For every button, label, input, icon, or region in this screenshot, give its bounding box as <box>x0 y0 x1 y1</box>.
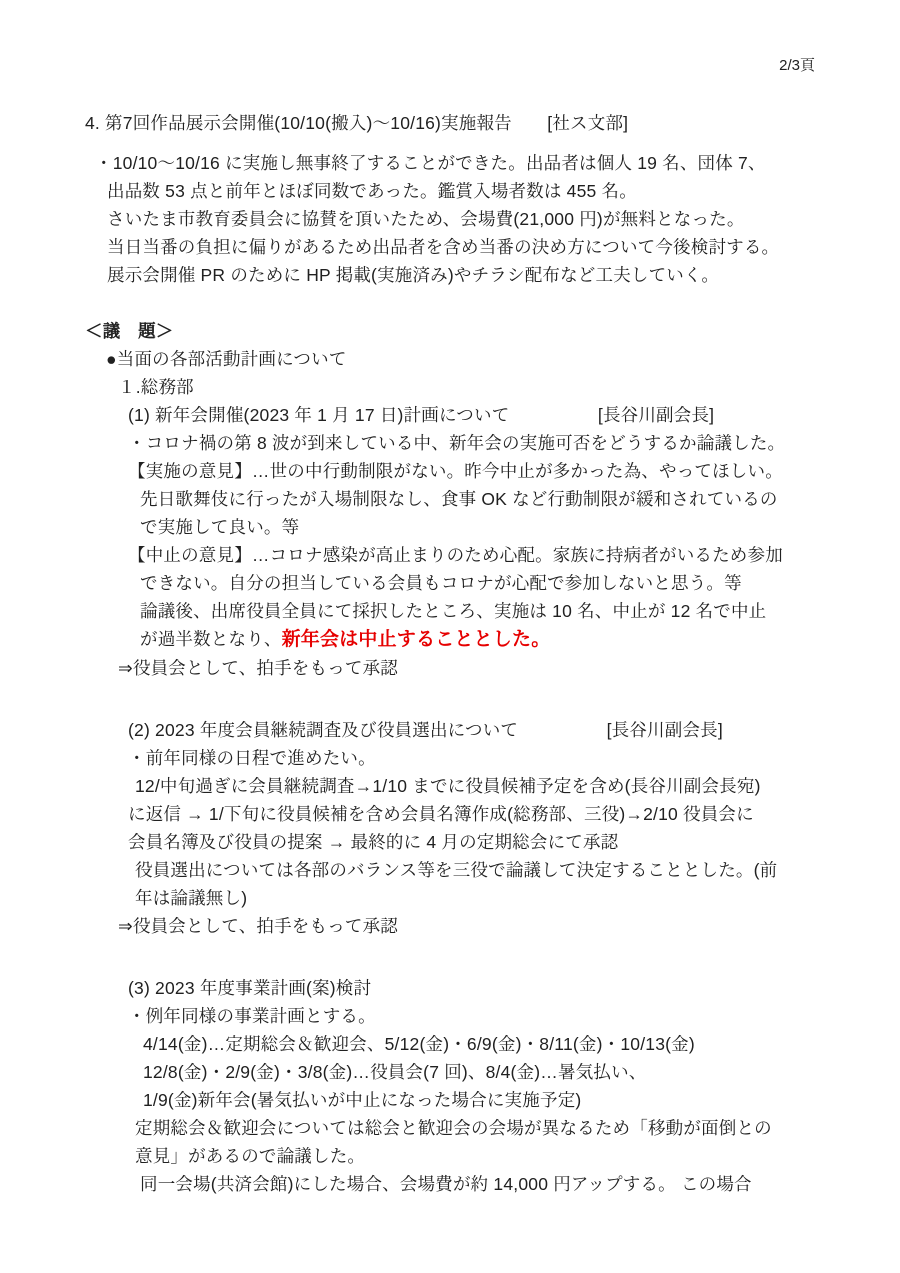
text-segment: 役員選出については各部のバランス等を三役で論議して決定することとした。(前 <box>135 860 778 880</box>
text-segment: に返信 → 1/下旬に役員候補を含め会員名簿作成(総務部、三役)→2/10 役員会に <box>128 804 754 824</box>
item-heading <box>85 716 815 744</box>
text-segment: さいたま市教育委員会に協賛を頂いたため、会場費(21,000 円)が無料となった。 <box>107 209 745 229</box>
approval-line <box>85 654 815 682</box>
text-segment: (3) 2023 年度事業計画(案)検討 <box>128 978 372 998</box>
text-segment: 展示会開催 PR のために HP 掲載(実施済み)やチラシ配布など工夫していく。 <box>107 265 720 285</box>
document-body <box>85 109 815 1198</box>
text-segment: 4/14(金)…定期総会＆歓迎会、5/12(金)・6/9(金)・8/11(金)・10/13(金) <box>143 1034 695 1054</box>
text-segment: ⇒役員会として、拍手をもって承認 <box>118 916 399 936</box>
decision-text: 新年会は中止することとした。 <box>281 629 551 650</box>
text-segment: 同一会場(共済会館)にした場合、会場費が約 14,000 円アップする。 この場合 <box>140 1174 752 1194</box>
text-segment: 出品数 53 点と前年とほぼ同数であった。鑑賞入場者数は 455 名。 <box>107 181 637 201</box>
text-segment: が過半数となり、 <box>140 629 282 649</box>
text-segment: 論議後、出席役員全員にて採択したところ、実施は 10 名、中止が 12 名で中止 <box>140 601 767 621</box>
text-segment: 1/9(金)新年会(暑気払いが中止になった場合に実施予定) <box>143 1090 582 1110</box>
text-line <box>85 1170 815 1198</box>
text-line <box>85 149 815 177</box>
text-segment: (2) 2023 年度会員継続調査及び役員選出について [長谷川副会長] <box>128 720 723 740</box>
text-line <box>85 569 815 597</box>
text-segment: 12/8(金)・2/9(金)・3/8(金)…役員会(7 回)、8/4(金)…暑気払い、 <box>143 1062 647 1082</box>
text-segment: で実施して良い。等 <box>140 517 300 537</box>
text-segment: できない。自分の担当している会員もコロナが心配で参加しないと思う。等 <box>140 573 742 593</box>
text-segment: 定期総会＆歓迎会については総会と歓迎会の会場が異なるため「移動が面倒との <box>135 1118 772 1138</box>
text-segment: １.総務部 <box>118 377 194 397</box>
text-segment: ●当面の各部活動計画について <box>106 349 347 369</box>
page-number: 2/3頁 <box>779 57 815 74</box>
text-line <box>85 513 815 541</box>
text-segment: 当日当番の負担に偏りがあるため出品者を含め当番の決め方について今後検討する。 <box>107 237 780 257</box>
text-line <box>85 1086 815 1114</box>
text-line <box>85 205 815 233</box>
text-segment: ⇒役員会として、拍手をもって承認 <box>118 658 399 678</box>
text-segment: ・10/10～10/16 に実施し無事終了することができた。出品者は個人 19 名、団体 7、 <box>95 153 766 173</box>
text-line <box>85 800 815 828</box>
text-segment: 4. 第7回作品展示会開催(10/10(搬入)～10/16)実施報告 [社ス文部] <box>85 113 629 133</box>
text-segment: ・前年同様の日程で進めたい。 <box>128 748 376 768</box>
text-line <box>85 429 815 457</box>
text-segment: 年は論議無し) <box>135 888 248 908</box>
agenda-topic-line <box>85 345 815 373</box>
text-line <box>85 1030 815 1058</box>
text-segment: 【実施の意見】…世の中行動制限がない。昨今中止が多かった為、やってほしい。 <box>128 461 783 481</box>
text-line <box>85 1142 815 1170</box>
text-line <box>85 1002 815 1030</box>
text-segment: (1) 新年会開催(2023 年 1 月 17 日)計画について [長谷川副会長] <box>128 405 715 425</box>
text-line <box>85 1058 815 1086</box>
text-line <box>85 884 815 912</box>
text-segment: ・例年同様の事業計画とする。 <box>128 1006 376 1026</box>
text-line <box>85 541 815 569</box>
text-segment: 12/中旬過ぎに会員継続調査→1/10 までに役員候補予定を含め(長谷川副会長宛) <box>135 776 761 796</box>
item-heading <box>85 401 815 429</box>
text-segment: 先日歌舞伎に行ったが入場制限なし、食事 OK など行動制限が緩和されているの <box>140 489 778 509</box>
subsection-heading <box>85 373 815 401</box>
text-line <box>85 177 815 205</box>
text-line <box>85 828 815 856</box>
text-line <box>85 485 815 513</box>
text-segment: 【中止の意見】…コロナ感染が高止まりのため心配。家族に持病者がいるため参加 <box>128 545 783 565</box>
text-segment: ・コロナ禍の第 8 波が到来している中、新年会の実施可否をどうするか論議した。 <box>128 433 786 453</box>
text-line <box>85 457 815 485</box>
agenda-heading <box>85 317 815 345</box>
text-line <box>85 597 815 625</box>
text-line <box>85 744 815 772</box>
text-line <box>85 856 815 884</box>
text-line <box>85 261 815 289</box>
item-heading <box>85 974 815 1002</box>
text-line <box>85 233 815 261</box>
text-segment: 意見」があるので論議した。 <box>135 1146 366 1166</box>
section4-heading <box>85 109 815 137</box>
text-segment: ＜議 題＞ <box>85 321 174 341</box>
text-line <box>85 1114 815 1142</box>
text-line <box>85 772 815 800</box>
text-segment: 会員名簿及び役員の提案 → 最終的に 4 月の定期総会にて承認 <box>128 832 619 852</box>
decision-line <box>85 625 815 654</box>
approval-line <box>85 912 815 940</box>
